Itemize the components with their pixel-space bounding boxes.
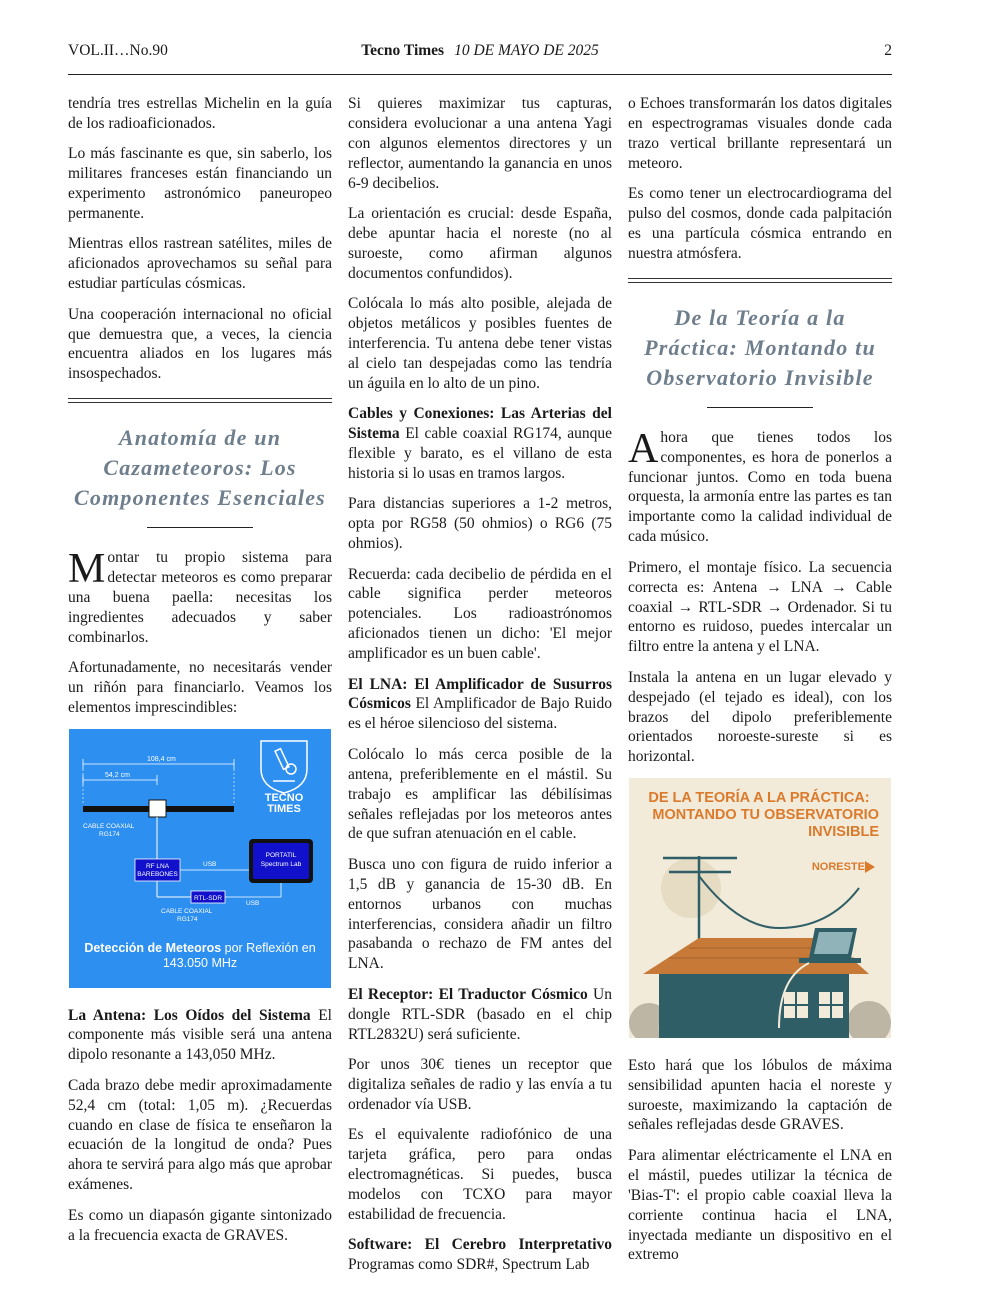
paragraph: Busca uno con figura de ruido inferior a 1,5 dB y ganancia de 15-30 dB. En entornos urbanos con muchas interferencias, considera añadir un filtro pasabanda o rechazo de FM antes del LNA. [348,855,612,973]
title-rule [147,527,253,528]
paragraph: tendría tres estrellas Michelin en la guía de los radioaficionados. [68,95,332,132]
rooftop-illustration-figure [629,778,891,1038]
paragraph-cables: Cables y Conexiones: Las Arterias del Sistema El cable coaxial RG174, aunque flexible y barato, es el villano de esta historia si lo usas en tramos largos. [348,405,612,482]
section-title: De la Teoría a la Práctica: Montando tu Observatorio Invisible [644,304,876,390]
logo-text: TECNO [264,791,304,804]
paragraph-dropcap: Montar tu propio sistema para detectar meteoros es como preparar una buena paella: necesitas los ingredientes adecuados y saber combinarlos. [68,546,332,646]
figure-caption: Detección de Meteoros por Reflexión en 143.050 MHz [84,940,316,970]
paragraph-lna: El LNA: El Amplificador de Susurros Cósmicos El Amplificador de Bajo Ruido es el héroe silencioso del sistema. [348,675,612,733]
paragraph: Una cooperación internacional no oficial que demuestra que, a veces, la ciencia encuentra aliados en los lugares más insospechados. [68,305,332,383]
coax-top-label: CABLE COAXIAL [83,822,135,830]
illustration-title: DE LA TEORÍA A LA PRÁCTICA: MONTANDO TU OBSERVATORIO INVISIBLE [648,789,879,840]
paragraph-antenna: La Antena: Los Oídos del Sistema El componente más visible será una antena dipolo resonante a 143,050 MHz. [68,1006,332,1064]
paragraph: Mientras ellos rastrean satélites, miles de aficionados aprovechamos su señal para estudiar partículas cósmicas. [68,235,332,293]
paragraph: Esto hará que los lóbulos de máxima sensibilidad apunten hacia el noreste y suroeste, maximizando la captación de señales reflejadas desde GRAVES. [628,1056,892,1134]
direction-label: NORESTE [811,860,865,873]
usb-label: USB [203,860,217,868]
paragraph: Lo más fascinante es que, sin saberlo, los militares franceses están financiando un experimento astronómico paneuropeo permanente. [68,145,332,223]
section-divider [628,278,892,283]
paragraph: Por unos 30€ tienes un receptor que digitaliza señales de radio y las envía a tu ordenador vía USB. [348,1055,612,1113]
dim-total-label: 108,4 cm [147,755,176,763]
column-1 [68,94,332,1256]
section-title: Anatomía de un Cazameteoros: Los Componentes Esenciales [74,425,326,511]
paragraph: Colócalo lo más cerca posible de la antena, preferiblemente en el mástil. Su trabajo es amplificar las débilísimas señales reflejadas por los meteoros antes de que sufran atenuación en el cable. [348,745,612,843]
paragraph: Es el equivalente radiofónico de una tarjeta gráfica, pero para ondas electromagnéticas. Si puedes, busca modelos con TCXO para mayor estabilidad de frecuencia. [348,1126,612,1223]
issue-date: 10 DE MAYO DE 2025 [454,42,599,59]
lna-label: RF LNA [145,862,170,870]
usb-label-2: USB [246,899,260,907]
paragraph: Primero, el montaje físico. La secuencia correcta es: Antena → LNA → Cable coaxial → RTL-SDR → Ordenador. Si tu entorno es ruidoso, puedes intercalar un filtro entre la antena y el LNA. [628,558,892,656]
paragraph: Recuerda: cada decibelio de pérdida en el cable significa perder meteoros potenciales. Los radioastrónomos aficionados tienen un dicho: 'El mejor amplificador es un buen cable'. [348,565,612,663]
paragraph: Cada brazo debe medir aproximadamente 52,4 cm (total: 1,05 m). ¿Recuerdas cuando en clase de física te enseñaron la ecuación de la longitud de onda? Pues ahora te servirá para algo más que aprobar exámenes. [68,1076,332,1194]
paragraph-dropcap: Ahora que tienes todos los componentes, es hora de ponerlos a funcionar juntos. Como en toda buena orquesta, la armonía entre las partes es tan importante como la calidad individual de cada músico. [628,425,892,546]
rtlsdr-label: RTL-SDR [193,894,223,902]
coax-bottom-label: CABLE COAXIAL [161,907,213,915]
publication-name: Tecno Times [361,42,445,59]
drop-cap: A [628,425,659,472]
coax-top-model: RG174 [99,830,120,838]
paragraph: Para distancias superiores a 1-2 metros, opta por RG58 (50 ohmios) o RG6 (75 ohmios). [348,495,612,553]
title-rule [707,407,813,408]
logo-text-2: TIMES [267,802,301,815]
page-header [68,42,892,64]
paragraph: Es como un diapasón gigante sintonizado a la frecuencia exacta de GRAVES. [68,1206,332,1244]
column-2 [348,94,612,1286]
detection-diagram-figure [69,729,331,988]
tecno-times-logo [261,741,307,793]
paragraph-receptor: El Receptor: El Traductor Cósmico Un dongle RTL-SDR (basado en el chip RTL2832U) será suficiente. [348,985,612,1043]
coax-bottom-model: RG174 [177,915,198,923]
paragraph: Colócala lo más alto posible, alejada de objetos metálicos y posibles fuentes de interferencia. Tu antena debe tener vistas al cielo tan despejadas como las tendría un águila en lo alto de un pino. [348,295,612,392]
header-rule [68,74,892,75]
paragraph: o Echoes transformarán los datos digitales en espectrogramas visuales donde cada trazo vertical brillante representará un meteoro. [628,95,892,172]
paragraph: Afortunadamente, no necesitarás vender un riñón para financiarlo. Veamos los elementos imprescindibles: [68,659,332,717]
drop-cap: M [68,546,106,593]
paragraph: La orientación es crucial: desde España, debe apuntar hacia el noreste (no al suroeste, como afirman algunos documentos confundidos). [348,205,612,282]
volume-label: VOL.II…No.90 [68,42,168,59]
page-number: 2 [884,42,892,59]
laptop-label-2: Spectrum Lab [260,860,302,868]
section-divider [68,398,332,403]
column-3 [628,94,892,1276]
paragraph: Instala la antena en un lugar elevado y despejado (el tejado es ideal), con los brazos del dipolo preferiblemente orientados noroeste-sureste si es horizontal. [628,668,892,766]
lna-label-2: BAREBONES [137,870,178,878]
dim-half-label: 54,2 cm [105,771,130,779]
masthead [68,42,892,60]
paragraph: Es como tener un electrocardiograma del pulso del cosmos, donde cada palpitación es una partícula cósmica entrando en nuestra atmósfera. [628,185,892,262]
laptop-label: PORTATIL [265,851,297,859]
paragraph: Para alimentar eléctricamente el LNA en el mástil, puedes utilizar la técnica de 'Bias-T': el propio cable coaxial lleva la corriente continua hacia el LNA, inyectada mediante un dispositivo en el extremo [628,1146,892,1264]
paragraph: Si quieres maximizar tus capturas, considera evolucionar a una antena Yagi con algunos elementos directores y un reflector, aumentando la ganancia en unos 6-9 decibelios. [348,95,612,192]
paragraph-software: Software: El Cerebro Interpretativo Programas como SDR#, Spectrum Lab [348,1236,612,1274]
